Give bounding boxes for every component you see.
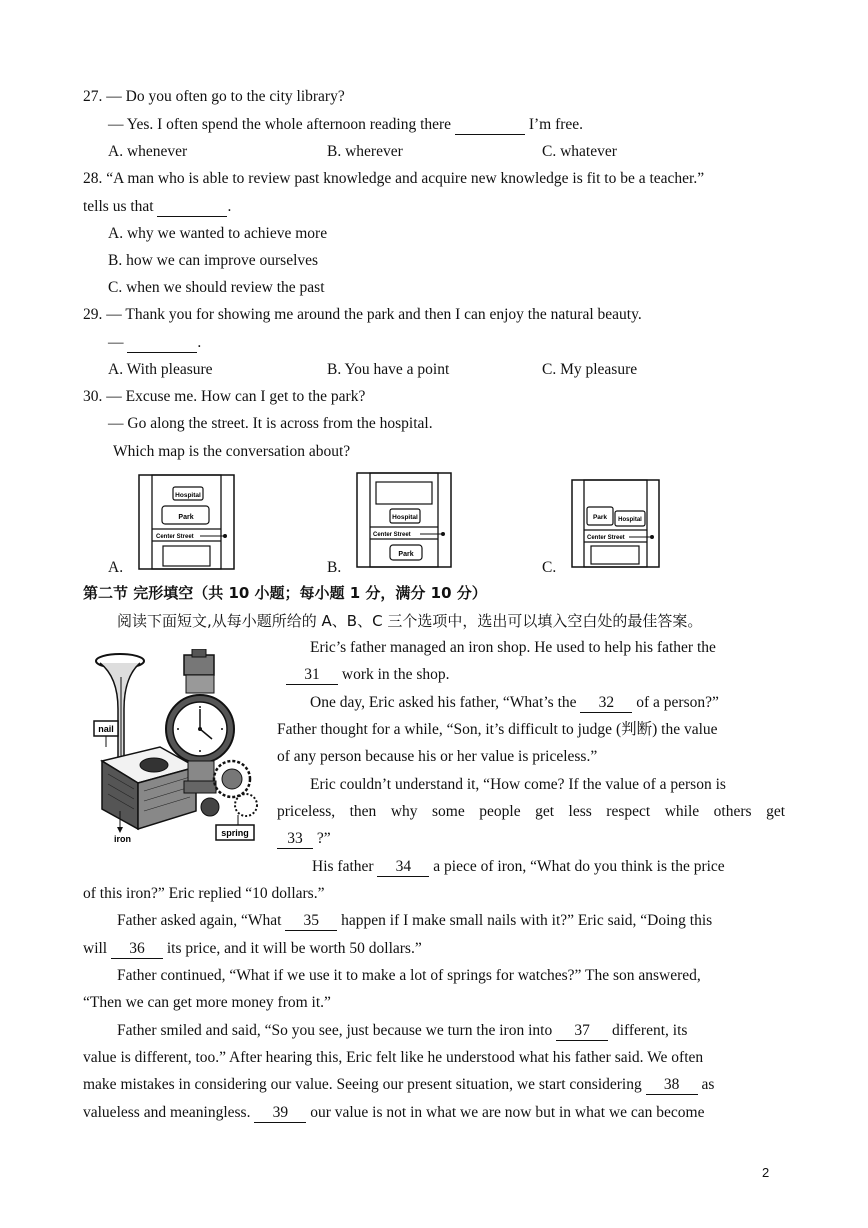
- passage-p2b: of a person?”: [636, 694, 719, 711]
- q30-question: 30. — Excuse me. How can I get to the park?: [83, 388, 366, 405]
- q28-option-c[interactable]: C. when we should review the past: [108, 279, 325, 296]
- blank-34[interactable]: 34: [377, 858, 429, 877]
- iron-label: iron: [114, 834, 131, 844]
- q29-option-a[interactable]: A. With pleasure: [108, 361, 213, 378]
- blank-32[interactable]: 32: [580, 694, 632, 713]
- passage-p5b: happen if I make small nails with it?” Eric said, “Doing this: [341, 912, 713, 929]
- map-a-park-label: Park: [178, 514, 194, 521]
- q29-option-b[interactable]: B. You have a point: [327, 361, 450, 378]
- q28-question: 28. “A man who is able to review past knowledge and acquire new knowledge is fit to be a teacher.”: [83, 170, 705, 187]
- blank-37[interactable]: 37: [556, 1022, 608, 1041]
- passage-p2-line1: [310, 693, 719, 713]
- q28-text: tells us that: [83, 198, 154, 215]
- blank-38[interactable]: 38: [646, 1076, 698, 1095]
- passage-p4c: of this iron?” Eric replied “10 dollars.”: [83, 885, 325, 902]
- passage-p2d: of any person because his or her value is priceless.”: [277, 748, 598, 765]
- passage-p5-line2: [83, 939, 422, 959]
- page-number: 2: [762, 1165, 770, 1180]
- passage-p4-line1: [312, 857, 725, 877]
- q27-question: 27. — Do you often go to the city library?: [83, 88, 345, 105]
- q30-map-b[interactable]: [356, 472, 452, 568]
- passage-p5-line1: [117, 911, 712, 931]
- passage-p7e: as: [701, 1076, 715, 1093]
- section-instruction: 阅读下面短文,从每小题所给的 A、B、C 三个选项中，选出可以填入空白处的最佳答案。: [117, 612, 703, 630]
- q29-blank[interactable]: [127, 334, 197, 353]
- q30-option-a-letter[interactable]: A.: [108, 559, 124, 576]
- passage-p3a: Eric couldn’t understand it, “How come? If the value of a person is: [310, 776, 726, 793]
- q27-answer-tail: I’m free.: [528, 116, 584, 133]
- passage-p5c: will: [83, 940, 108, 957]
- q27-option-a[interactable]: A. whenever: [108, 143, 188, 160]
- passage-p4a: His father: [312, 858, 374, 875]
- passage-p7a: Father smiled and said, “So you see, just because we turn the iron into: [117, 1022, 553, 1039]
- q29-answer-line: — .: [108, 334, 202, 351]
- map-c-park-label: Park: [592, 514, 608, 521]
- passage-p3b: priceless, then why some people get less respect while others get: [277, 803, 785, 820]
- passage-p5d: its price, and it will be worth 50 dollars.”: [166, 940, 422, 957]
- passage-p7-line5: [83, 1103, 704, 1123]
- passage-p7-line1: [117, 1021, 687, 1041]
- q28-blank[interactable]: [157, 198, 227, 217]
- q30-answer: — Go along the street. It is across from the hospital.: [108, 415, 433, 432]
- q28-option-a[interactable]: A. why we wanted to achieve more: [108, 225, 328, 242]
- map-c-hospital-label: Hospital: [618, 517, 642, 523]
- passage-p2a: One day, Eric asked his father, “What’s the: [310, 694, 577, 711]
- map-c-street-label: Center Street: [587, 535, 625, 541]
- q28-question-cont: tells us that .: [83, 198, 232, 215]
- blank-31[interactable]: 31: [286, 666, 338, 685]
- passage-p4b: a piece of iron, “What do you think is the price: [433, 858, 725, 875]
- passage-p7d: make mistakes in considering our value. Seeing our present situation, we start considering: [83, 1076, 642, 1093]
- spring-label: spring: [221, 828, 249, 838]
- map-b-hospital-label: Hospital: [392, 514, 418, 521]
- passage-p1b: work in the shop.: [341, 666, 450, 683]
- passage-p2c: Father thought for a while, “Son, it’s difficult to judge (判断) the value: [277, 721, 718, 738]
- passage-p5a: Father asked again, “What: [117, 912, 282, 929]
- passage-p1a: Eric’s father managed an iron shop. He used to help his father the: [310, 639, 716, 656]
- passage-p7g: our value is not in what we are now but in what we can become: [310, 1104, 705, 1121]
- passage-p7b: different, its: [611, 1022, 688, 1039]
- section-heading: 第二节 完形填空（共 10 小题；每小题 1 分，满分 10 分）: [83, 584, 487, 602]
- q29-dash: —: [108, 334, 124, 351]
- q27-option-b[interactable]: B. wherever: [327, 143, 403, 160]
- blank-35[interactable]: 35: [285, 912, 337, 931]
- q30-option-c-letter[interactable]: C.: [542, 559, 557, 576]
- q30-map-a[interactable]: [138, 474, 235, 570]
- q30-prompt: Which map is the conversation about?: [113, 443, 351, 460]
- passage-p7f: valueless and meaningless.: [83, 1104, 251, 1121]
- q28-option-b[interactable]: B. how we can improve ourselves: [108, 252, 319, 269]
- passage-p3-line3: [277, 829, 331, 849]
- blank-33[interactable]: 33: [277, 830, 313, 849]
- passage-p1-line2: [286, 665, 450, 685]
- passage-p6b: “Then we can get more money from it.”: [83, 994, 331, 1011]
- q29-option-c[interactable]: C. My pleasure: [542, 361, 638, 378]
- q30-map-c[interactable]: [571, 479, 660, 568]
- q27-option-c[interactable]: C. whatever: [542, 143, 617, 160]
- map-b-park-label: Park: [398, 551, 414, 558]
- map-a-hospital-label: Hospital: [175, 492, 201, 499]
- passage-p3c: ?”: [316, 830, 331, 847]
- passage-p7-line4: [83, 1075, 714, 1095]
- blank-39[interactable]: 39: [254, 1104, 306, 1123]
- iron-objects-illustration: [88, 649, 263, 847]
- q29-question: 29. — Thank you for showing me around the park and then I can enjoy the natural beauty.: [83, 306, 642, 323]
- passage-p7c: value is different, too.” After hearing this, Eric felt like he understood what his father said. We often: [83, 1049, 704, 1066]
- passage-p6a: Father continued, “What if we use it to make a lot of springs for watches?” The son answered,: [117, 967, 701, 984]
- blank-36[interactable]: 36: [111, 940, 163, 959]
- q30-option-b-letter[interactable]: B.: [327, 559, 342, 576]
- nail-label: nail: [98, 724, 114, 734]
- q27-blank[interactable]: [455, 116, 525, 135]
- map-a-street-label: Center Street: [156, 534, 194, 540]
- map-b-street-label: Center Street: [373, 532, 411, 538]
- q27-answer-line: [108, 115, 583, 135]
- q27-answer-text: — Yes. I often spend the whole afternoon reading there: [108, 116, 452, 133]
